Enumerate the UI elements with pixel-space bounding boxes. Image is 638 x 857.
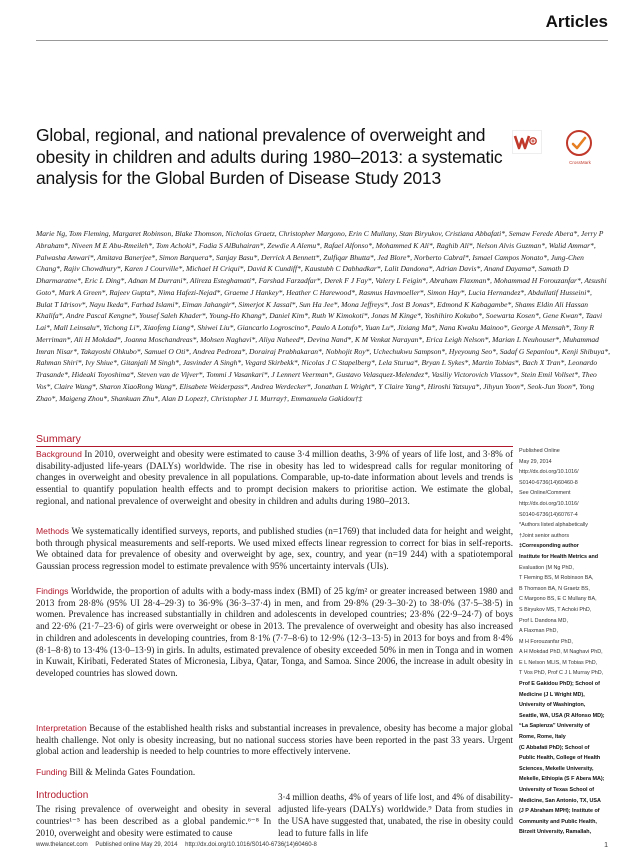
sidebar-line: †Joint senior authors	[519, 532, 570, 539]
sidebar-line: Evaluation (M Ng PhD,	[519, 564, 574, 571]
sidebar-line[interactable]: S0140-6736(14)60767-4	[519, 511, 578, 518]
sidebar-line: *Authors listed alphabetically	[519, 522, 588, 529]
sidebar-line: Birzeit University, Ramallah,	[519, 829, 592, 836]
header-divider	[36, 40, 608, 41]
sidebar-line: Medicine, San Antonio, TX, USA	[519, 797, 601, 804]
footer-website[interactable]: www.thelancet.com	[36, 842, 88, 848]
article-sidebar	[519, 446, 611, 838]
sidebar-line: A H Mokdad PhD, M Naghavi PhD,	[519, 649, 603, 656]
sidebar-line: ‡Corresponding author	[519, 543, 579, 550]
sidebar-line: B Thomson BA, N Graetz BS,	[519, 585, 590, 592]
sidebar-line: Institute for Health Metrics and	[519, 553, 599, 560]
sidebar-line: May 29, 2014	[519, 458, 552, 465]
footer-doi[interactable]: http://dx.doi.org/10.1016/S0140-6736(14)60460-8	[185, 842, 317, 848]
author-list: Marie Ng, Tom Fleming, Margaret Robinson, Blake Thomson, Nicholas Graetz, Christopher Margono, Erin C Mullany, Stan Biryukov, Cristiana Abbafati*, Semaw Ferede Abera*, Jerry P Abraham*, Niveen M E Abu-Rmeileh*, Tom Achoki*, Fadia S AlBuhairan*, Zewdie A Alemu*, Rafael Alfonso*, Mohammed K Ali*, Raghib Ali*, Nelson Alvis Guzman*, Walid Ammar*, Palwasha Anwari*, Amitava Banerjee*, Simon Barquera*, Sanjay Basu*, Derrick A Bennett*, Zulfiqar Bhutta*, Jed Blore*, Norberto Cabral*, Ismael Campos Nonato*, Jung-Chen Chang*, Rajiv Chowdhury*, Karen J Courville*, Michael H Criqui*, David K Cundiff*, Kaustubh C Dabhadkar*, Lalit Dandona*, Adrian Davis*, Anand Dayama*, Samath D Dharmaratne*, Eric L Ding*, Adnan M Durrani*, Alireza Esteghamati*, Farshad Farzadfar*, Derek F J Fay*, Valery L Feigin*, Abraham Flaxman*, Mohammad H Forouzanfar*, Atsushi Goto*, Mark A Green*, Rajeev Gupta*, Nima Hafezi-Nejad*, Graeme J Hankey*, Heather C Harewood*, Rasmus Havmoeller*, Simon Hay*, Lucia Hernandez*, Abdullatif Husseini*, Bulat T Idrisov*, Nayu Ikeda*, Farhad Islami*, Eiman Jahangir*, Simerjot K Jassal*, Sun Ha Jee*, Mona Jeffreys*, Jost B Jonas*, Edmond K Kabagambe*, Shams Eldin Ali Hassan Khalifa*, Andre Pascal Kengne*, Yousef Saleh Khader*, Young-Ho Khang*, Daniel Kim*, Ruth W Kimokoti*, Jonas M Kinge*, Yoshihiro Kokubo*, Soewarta Kosen*, Gene Kwan*, Taavi Lai*, Mall Leinsalu*, Yichong Li*, Xiaofeng Liang*, Shiwei Liu*, Giancarlo Logroscino*, Paulo A Lotufo*, Yuan Lu*, Jixiang Ma*, Nana Kwaku Mainoo*, George A Mensah*, Tony R Merriman*, Ali H Mokdad*, Joanna Moschandreas*, Mohsen Naghavi*, Aliya Naheed*, Devina Nand*, K M Venkat Narayan*, Erica Leigh Nelson*, Marian L Neuhouser*, Muhammad Imran Nisar*, Takayoshi Ohkubo*, Samuel O Oti*, Andrea Pedroza*, Dorairaj Prabhakaran*, Nobhojit Roy*, Uchechukwu Sampson*, Hyeyoung Seo*, Sadaf G Sepanlou*, Kenji Shibuya*, Rahman Shiri*, Ivy Shiue*, Gitanjali M Singh*, Jasvinder A Singh*, Vegard Skirbekk*, Nicolas J C Stapelberg*, Lela Sturua*, Bryan L Sykes*, Martin Tobias*, Bach X Tran*, Leonardo Trasande*, Hideaki Toyoshima*, Steven van de Vijver*, Tommi J Vasankari*, J Lennert Veerman*, Gustavo Velasquez-Melendez*, Vasiliy Victorovich Vlassov*, Stein Emil Vollset*, Theo Vos*, Claire Wang*, Sharon XiaoRong Wang*, Elisabete Weiderpass*, Andrea Werdecker*, Jonathan L Wright*, Y Claire Yang*, Hiroshi Yatsuya*, Jihyun Yoon*, Seok-Jun Yoon*, Yong Zhao*, Maigeng Zhou*, Shankuan Zhu*, Alan D Lopez†, Christopher J L Murray†, Emmanuela Gakidou†‡	[36, 229, 611, 403]
background-text: In 2010, overweight and obesity were estimated to cause 3·4 million deaths, 3·9% of years of life lost, and 3·8% of disability-adjusted life-years (DALYs) worldwide. The rise in obesity has led to widespread calls for regular monitoring of changes in overweight and obesity prevalence in all populations. Comparable, up-to-date information about levels and trends is essential to quantify population health effects and to prompt decision makers to prioritise action. We estimate the global, regional, and national prevalence of overweight and obesity in children and adults during 1980–2013.	[36, 449, 514, 506]
sidebar-line: Medicine (J L Wright MD),	[519, 691, 585, 698]
sidebar-line: Sciences, Mekelle University,	[519, 765, 594, 772]
summary-heading: Summary	[36, 433, 81, 445]
logo-group	[510, 128, 610, 168]
sidebar-line: Published Online	[519, 448, 560, 454]
sidebar-line: University of Texas School of	[519, 787, 595, 793]
sidebar-line: C Margono BS, E C Mullany BA,	[519, 596, 597, 603]
sidebar-line: (J P Abraham MPH); Institute of	[519, 808, 600, 815]
abstract-funding	[36, 767, 513, 779]
lancet-logo-icon	[512, 130, 542, 154]
sidebar-line: See Online/Comment	[519, 490, 571, 497]
sidebar-line: University of Washington,	[519, 702, 586, 709]
footer-published: Published online May 29, 2014	[95, 842, 178, 848]
sidebar-line: S Biryukov MS, T Achoki PhD,	[519, 606, 592, 613]
background-label: Background	[36, 449, 82, 459]
sidebar-line: T Fleming BS, M Robinson BA,	[519, 575, 594, 582]
findings-label: Findings	[36, 586, 69, 596]
funding-text: Bill & Melinda Gates Foundation.	[69, 767, 196, 777]
sidebar-line: A Flaxman PhD,	[519, 628, 558, 635]
page-footer	[36, 842, 608, 848]
sidebar-line[interactable]: S0140-6736(14)60460-8	[519, 479, 578, 486]
abstract-interpretation	[36, 723, 513, 758]
funding-label: Funding	[36, 767, 68, 777]
section-header: Articles	[545, 12, 608, 31]
introduction-column-2: 3·4 million deaths, 4% of years of life lost, and 4% of disability-adjusted life-years (DALYs) worldwide.⁹ Data from studies in the USA have suggested that, unabated, the rise in obesity could lead to future falls in life	[278, 792, 513, 839]
sidebar-line: Prof E Gakidou PhD); School of	[519, 681, 600, 688]
sidebar-line: Public Health, College of Health	[519, 755, 601, 762]
sidebar-line: M H Forouzanfar PhD,	[519, 638, 573, 645]
interpretation-label: Interpretation	[36, 723, 87, 733]
methods-text: We systematically identified surveys, reports, and published studies (n=1769) that included data for height and weight, both through physical measurements and self-reports. We used mixed effects linear regression to correct for bias in self-reports. We obtained data for prevalence of obesity and overweight by age, sex, country, and year (n=19 244) with a spatiotemporal Gaussian process regression model to estimate prevalence with 95% uncertainty intervals (UIs).	[36, 526, 513, 572]
abstract-findings	[36, 586, 513, 680]
sidebar-line: Mekelle, Ethiopia (S F Abera MA);	[519, 776, 605, 783]
interpretation-text: Because of the established health risks and substantial increases in prevalence, obesity has become a major global health challenge. Not only is obesity increasing, but no national success stories have been reported in the past 33 years. Urgent global action and leadership is needed to help countries to more effectively intervene.	[36, 723, 514, 757]
introduction-column-1: The rising prevalence of overweight and obesity in several countries¹⁻⁵ has been described as a global pandemic.⁶⁻⁸ In 2010, overweight and obesity were estimated to cause	[36, 804, 271, 839]
abstract-background	[36, 449, 513, 508]
crossmark-icon[interactable]	[564, 128, 594, 158]
sidebar-line: Seattle, WA, USA (R Alfonso MD);	[519, 712, 605, 719]
sidebar-line: (C Abbafati PhD); School of	[519, 744, 590, 751]
paper-title: Global, regional, and national prevalence of overweight and obesity in children and adults during 1980–2013: a systematic analysis for the Global Burden of Disease Study 2013	[36, 125, 503, 188]
sidebar-line: Community and Public Health,	[519, 818, 597, 825]
sidebar-line[interactable]: http://dx.doi.org/10.1016/	[519, 500, 579, 507]
findings-text: Worldwide, the proportion of adults with a body-mass index (BMI) of 25 kg/m² or greater increased between 1980 and 2013 from 28·8% (95% UI 28·4–29·3) to 36·9% (36·3–37·4) in men, and from 29·8% (29·3–30·2) to 38·0% (37·5–38·5) in women. Prevalence has increased substantially in children and adolescents in developed countries; 23·8% (22·9–24·7) of boys and 22·6% (21·7–23·6) of girls were overweight or obese in 2013. The prevalence of overweight and obesity has also increased in children and adolescents in developing countries, from 8·1% (7·7–8·6) to 12·9% (12·3–13·5) in 2013 for boys and from 8·4% (8·1–8·8) to 13·4% (13·0–13·9) in girls. In adults, estimated prevalence of obesity exceeded 50% in men in Tonga and in women in Kuwait, Kiribati, Federated States of Micronesia, Libya, Qatar, Tonga, and Samoa. Since 2006, the increase in adult obesity in developed countries has slowed down.	[36, 586, 513, 678]
sidebar-line: “La Sapienza” University of	[519, 723, 590, 730]
abstract-methods	[36, 526, 513, 573]
introduction-heading: Introduction	[36, 790, 89, 801]
methods-label: Methods	[36, 526, 69, 536]
sidebar-line: E L Nelson MLIS, M Tobias PhD,	[519, 659, 598, 666]
sidebar-line: T Vos PhD, Prof C J L Murray PhD,	[519, 670, 604, 677]
sidebar-line[interactable]: http://dx.doi.org/10.1016/	[519, 469, 579, 476]
sidebar-line: Rome, Rome, Italy	[519, 734, 566, 741]
crossmark-label: CrossMark	[569, 160, 591, 165]
page-number: 1	[604, 842, 608, 849]
sidebar-line: Prof L Dandona MD,	[519, 617, 568, 624]
summary-divider	[36, 446, 513, 447]
